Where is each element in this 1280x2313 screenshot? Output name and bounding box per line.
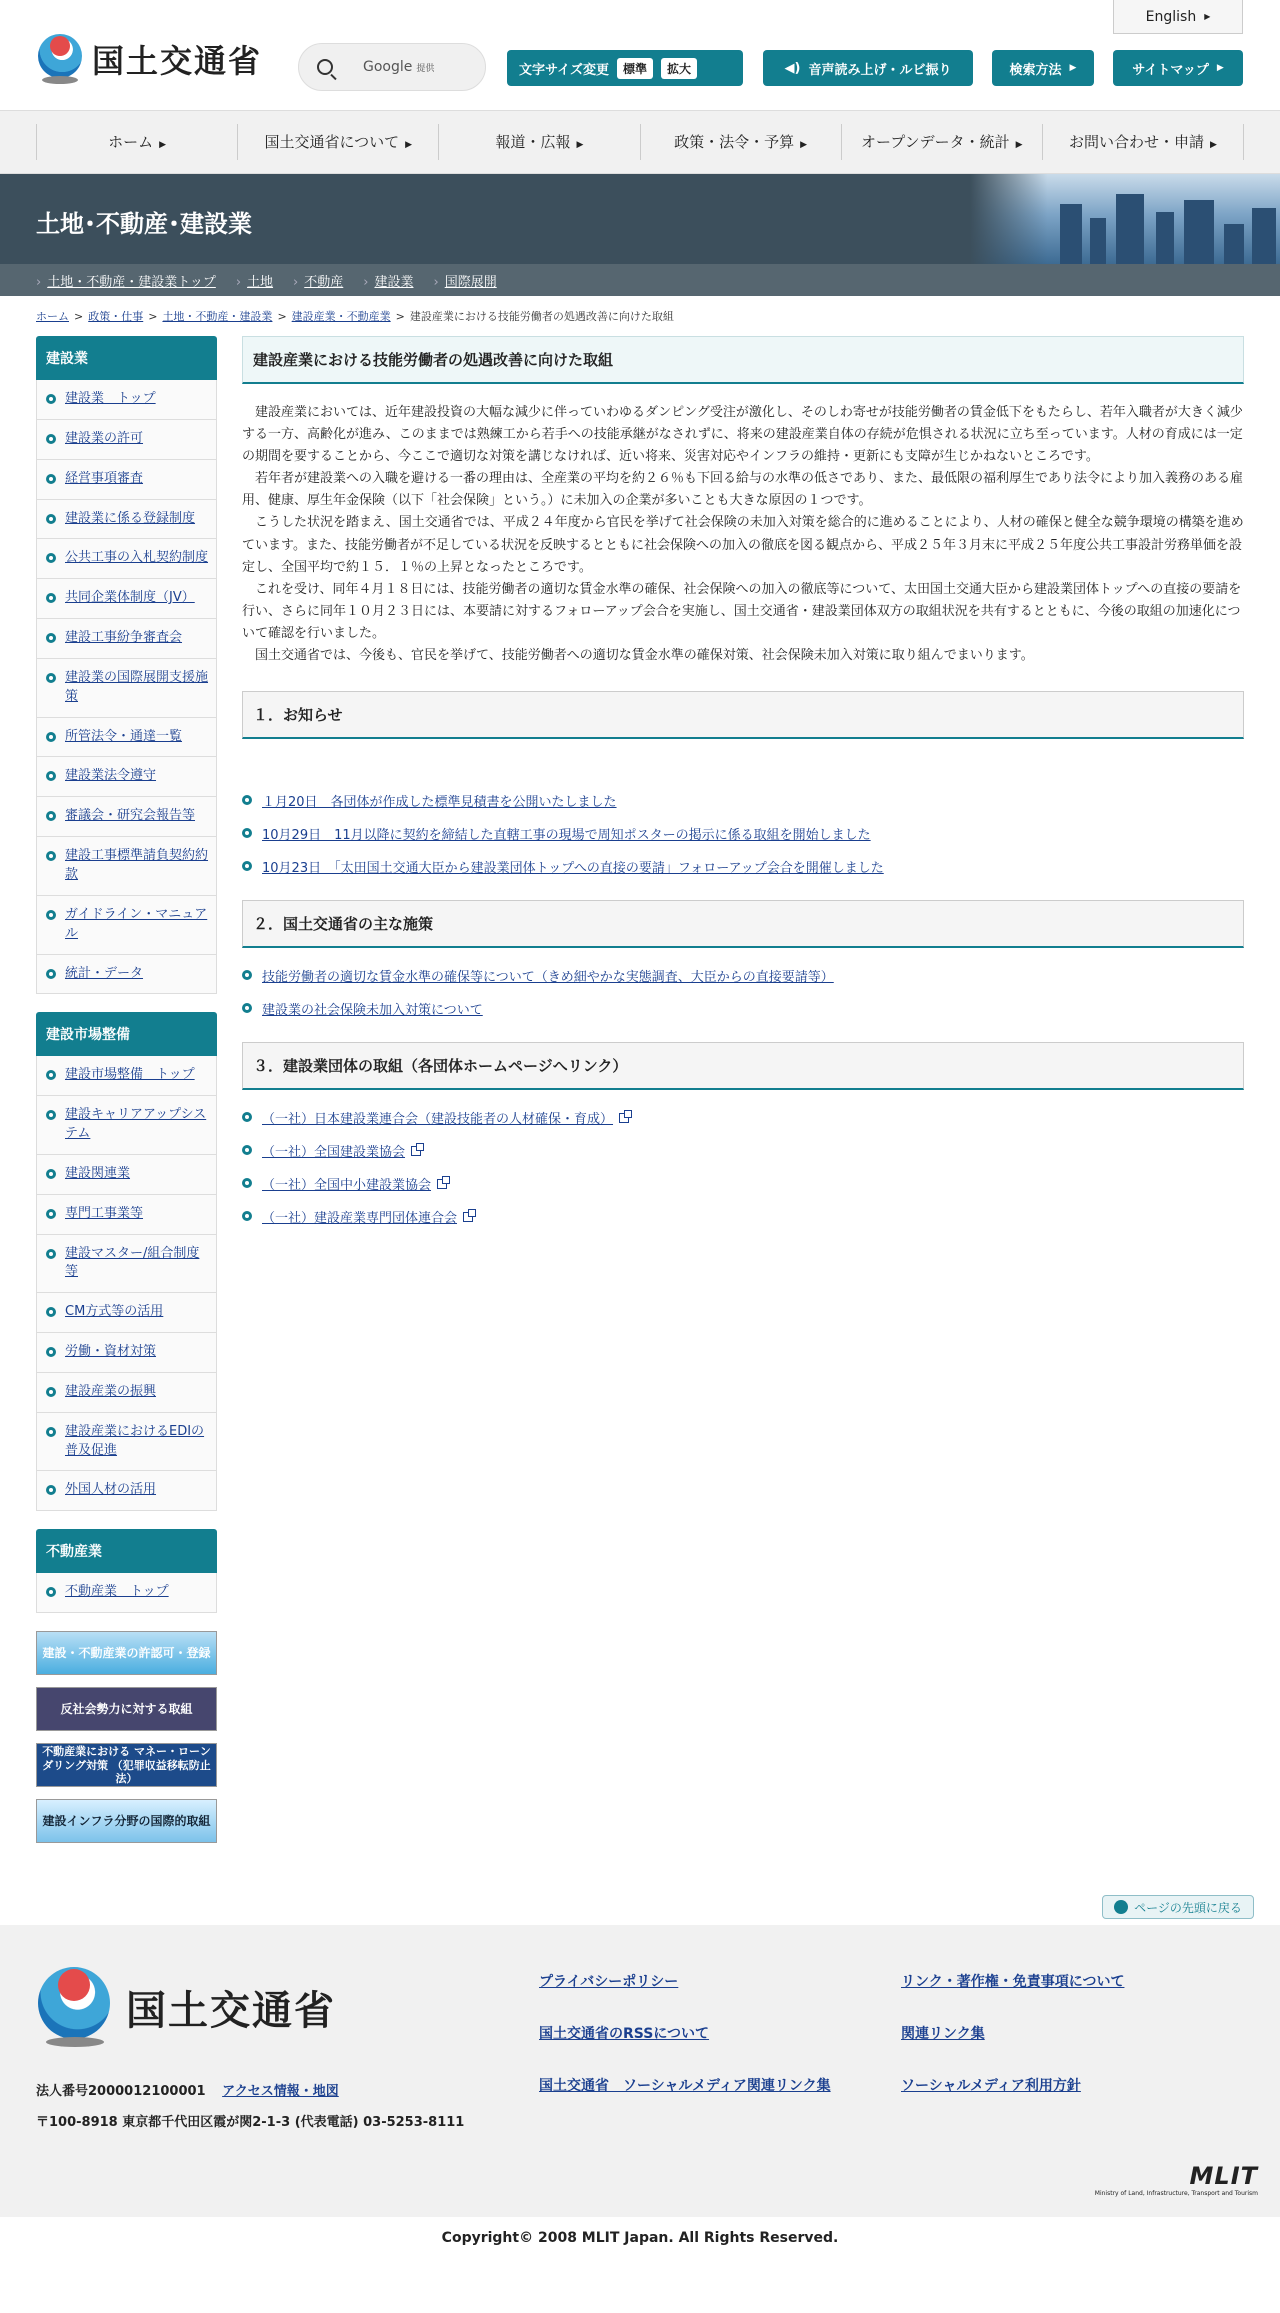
intro-paragraph: 建設産業においては、近年建設投資の大幅な減少に伴っていわゆるダンピング受注が激化し、そのしわ寄せが技能労働者の賃金低下をもたらし、若年入職者が大きく減少する一方、高齢化が進み、このままでは熟練工から若手への技能承継がなされずに、将来の建設産業自体の存続が危惧される状況に立ち至っています。人材の育成には一定の期間を要することから、今ここで適切な対策を講じなければ、近い将来、災害対応やインフラの維持・更新にも支障が生じかねないところです。 [242,405,1243,465]
english-label: English [1145,8,1197,25]
sidebar-link[interactable]: 建設業の許可 [65,430,144,446]
intro-paragraph: 若年者が建設業への入職を避ける一番の理由は、全産業の平均を約２６％も下回る給与の水準の低さであり、また、最低限の福利厚生であり法令により加入義務のある雇用、健康、厚生年金保険（以下「社会保険」という。）に未加入の企業が多いことも大きな原因の１つです。 [242,471,1244,509]
breadcrumb-current: 建設産業における技能労働者の処遇改善に向けた取組 [409,310,674,323]
breadcrumb-link[interactable]: 政策・仕事 [88,310,144,323]
sidebar-heading: 建設市場整備 [36,1012,217,1056]
news-link[interactable]: １月20日 各団体が作成した標準見積書を公開いたしました [262,795,617,811]
sidebar-link[interactable]: 労働・資材対策 [65,1344,157,1360]
list-item [242,966,1244,985]
triangle-right-icon: ▶ [1216,63,1224,73]
association-list [242,1108,1244,1226]
sidebar-link[interactable]: 建設マスター/組合制度等 [65,1245,200,1280]
nav-item-contact[interactable]: お問い合わせ・申請 ▶ [1043,124,1244,160]
sidebar-link[interactable]: 共同企業体制度（JV） [65,590,195,606]
external-link-icon [411,1146,421,1156]
page-top-label: ページの先頭に戻る [1134,1900,1242,1915]
font-size-label: 文字サイズ変更 [519,62,609,78]
sidebar-link[interactable]: 建設業の国際展開支援施策 [65,669,209,704]
list-item [242,1207,1244,1226]
speech-label: 音声読み上げ・ルビ振り [808,62,952,78]
search-icon[interactable] [317,59,333,75]
sidebar-banners [36,1631,217,1843]
mlit-text: MLIT [1189,2162,1258,2191]
nav-item-opendata[interactable]: オープンデータ・統計 ▶ [842,124,1043,160]
sidebar-list [36,1056,217,1511]
breadcrumb: ホーム > 政策・仕事 > 土地・不動産・建設業 > 建設産業・不動産業 > 建設産業における技能労働者の処遇改善に向けた取組 [36,310,674,323]
search-howto-button[interactable] [992,50,1094,86]
triangle-right-icon: ▶ [1069,63,1077,73]
banner-antisocial[interactable]: 反社会勢力に対する取組 [36,1687,217,1731]
sidebar-link[interactable]: 外国人材の活用 [65,1482,157,1498]
sidebar-link[interactable]: CM方式等の活用 [65,1304,164,1320]
sidebar-link[interactable]: 建設工事標準請負契約約款 [65,848,209,882]
triangle-right-icon: ▶ [576,140,584,150]
howto-label: 検索方法 [1009,62,1062,78]
breadcrumb-link[interactable]: ホーム [36,310,69,323]
sidebar-item [37,420,216,460]
font-size-large-button[interactable]: 拡大 [661,58,697,79]
list-item [242,791,1244,810]
nav-item-about[interactable]: 国土交通省について ▶ [238,124,439,160]
sidebar-link[interactable]: 建設業 トップ [65,391,156,406]
search-box[interactable] [298,43,486,91]
triangle-right-icon: ▶ [1015,140,1023,150]
sidebar-item [37,757,216,797]
banner-license[interactable]: 建設・不動産業の許認可・登録 [36,1631,217,1675]
news-list [242,791,1244,876]
sidebar-item [37,896,216,955]
triangle-right-icon: ▶ [1209,140,1217,150]
list-item [242,824,1244,843]
intro-paragraph: これを受け、同年４月１８日には、技能労働者の適切な賃金水準の確保、社会保険への加入の徹底等について、太田国土交通大臣から建設業団体トップへの直接の要請を行い、さらに同年１０月２３日には、本要請に対するフォローアップ会合を実施し、国土交通省・建設業団体双方の取組状況を共有するとともに、今後の取組の加速化について確認を行いました。 [242,581,1242,641]
sidebar-link[interactable]: 統計・データ [65,965,144,981]
mlit-wordmark [1095,2162,1258,2197]
section-heading-news: １．お知らせ [242,691,1244,739]
category-banner [0,174,1280,264]
external-link-icon [437,1179,447,1189]
sitemap-button[interactable] [1113,50,1243,86]
association-link[interactable]: （一社）日本建設業連合会（建設技能者の人材確保・育成） [262,1112,614,1128]
sidebar-item [37,955,216,994]
sidebar-item [37,380,216,420]
sidebar-item [37,1413,216,1472]
sidebar-item [37,500,216,540]
sidebar-item [37,718,216,758]
site-footer [0,1925,1280,2217]
triangle-right-icon: ▶ [405,140,413,150]
intro-text [242,402,1244,667]
section-heading-policies: ２．国土交通省の主な施策 [242,900,1244,948]
subnav-link-land[interactable]: › 土地 [236,271,273,290]
sidebar-link[interactable]: 建設産業の振興 [65,1383,157,1399]
intro-paragraph: こうした状況を踏まえ、国土交通省では、平成２４年度から官民を挙げて社会保険の未加入対策を総合的に進めることにより、人材の確保と健全な競争環境の構築を進めています。また、技能労働者が不足している状況を反映するとともに社会保険への加入の徹底を図る観点から、平成２５年３月末に平成２５年度公共工事設計労務単価を設定し、全国平均で約１５．１％の上昇となったところです。 [242,515,1244,575]
subnav-link-international[interactable]: › 国際展開 [433,271,496,290]
nav-item-home[interactable]: ホーム ▶ [36,124,238,160]
sidebar-link[interactable]: 建設業に係る登録制度 [65,510,196,526]
news-link[interactable]: 10月23日 「太田国土交通大臣から建設業団体トップへの直接の要請」フォローアップ会合を開催しました [262,861,884,877]
list-item [242,857,1244,876]
breadcrumb-link[interactable]: 土地・不動産・建設業 [162,310,273,323]
sidebar-item [37,837,216,896]
speaker-icon: ◀) [784,60,801,76]
sidebar-item [37,460,216,500]
sidebar-link[interactable]: 建設業法令遵守 [65,768,157,784]
main-content [242,336,1244,1855]
sidebar-heading: 不動産業 [36,1529,217,1573]
privacy-link[interactable]: プライバシーポリシー [539,1974,679,1991]
sidebar-link[interactable]: 所管法令・通達一覧 [65,728,183,744]
category-title: 土地･不動産･建設業 [36,210,252,238]
related-links-link[interactable]: 関連リンク集 [901,2026,985,2043]
sidebar-item [37,1471,216,1510]
sidebar-item [37,1096,216,1155]
sidebar-link[interactable]: ガイドライン・マニュアル [65,906,208,941]
page-top-button[interactable] [1102,1895,1254,1919]
triangle-right-icon: ▶ [159,140,167,150]
sidebar-item [37,659,216,718]
policy-link[interactable]: 建設業の社会保険未加入対策について [262,1003,483,1019]
sidebar-link[interactable]: 専門工事業等 [65,1205,144,1221]
sidebar-item [37,1195,216,1235]
corp-number-text: 法人番号2000012100001 [36,2084,206,2100]
sidebar [36,336,217,1855]
sidebar-item [37,1373,216,1413]
list-item [242,1174,1244,1193]
news-link[interactable]: 10月29日 11月以降に契約を締結した直轄工事の現場で周知ポスターの掲示に係る取組を開始しました [262,828,871,844]
sidebar-link[interactable]: 建設工事紛争審査会 [65,630,183,646]
breadcrumb-link[interactable]: 建設産業・不動産業 [291,310,391,323]
list-item [242,1141,1244,1160]
mlit-logo-icon [36,1965,112,2049]
page-title: 建設産業における技能労働者の処遇改善に向けた取組 [242,336,1244,384]
sidebar-link[interactable]: 審議会・研究会報告等 [65,808,196,824]
intro-paragraph: 国土交通省では、今後も、官民を挙げて、技能労働者への適切な賃金水準の確保対策、社会保険未加入対策に取り組んでまいります。 [255,648,1034,664]
sidebar-item [37,1155,216,1195]
speech-button[interactable] [763,50,973,86]
association-link[interactable]: （一社）全国中小建設業協会 [262,1178,432,1194]
rss-link[interactable]: 国土交通省のRSSについて [539,2026,710,2043]
policy-link[interactable]: 技能労働者の適切な賃金水準の確保等について（きめ細やかな実態調査、大臣からの直接要請等） [262,970,834,986]
sidebar-item [37,1293,216,1333]
sidebar-item [37,579,216,619]
footer-logo[interactable] [36,1965,336,2049]
category-subnav [0,264,1280,296]
city-photo [970,174,1280,264]
sidebar-item [37,619,216,659]
sidebar-item [37,1573,216,1612]
font-size-normal-button[interactable]: 標準 [617,58,653,79]
banner-money-laundering[interactable]: 不動産業における マネー・ローンダリング対策 （犯罪収益移転防止法） [36,1743,217,1787]
sidebar-heading: 建設業 [36,336,217,380]
association-link[interactable]: （一社）全国建設業協会 [262,1145,406,1161]
logo-text: 国土交通省 [92,42,263,80]
list-item [242,1108,1244,1127]
address: 〒100-8918 東京都千代田区霞が関2-1-3 (代表電話) 03-5253-8111 [36,2115,465,2131]
association-link[interactable]: （一社）建設産業専門団体連合会 [262,1211,458,1227]
sidebar-list [36,380,217,994]
mlit-logo-icon [36,32,84,86]
sidebar-item [37,539,216,579]
sidebar-list [36,1573,217,1613]
sidebar-link[interactable]: 経営事項審査 [65,470,144,486]
triangle-right-icon: ▶ [800,140,808,150]
social-links-link[interactable]: 国土交通省 ソーシャルメディア関連リンク集 [539,2078,831,2095]
list-item [242,999,1244,1018]
access-map-link[interactable]: アクセス情報・地図 [222,2084,339,2100]
sidebar-link[interactable]: 建設関連業 [65,1165,131,1181]
nav-item-policy[interactable]: 政策・法令・予算 ▶ [641,124,842,160]
nav-item-press[interactable]: 報道・広報 ▶ [439,124,640,160]
sidebar-item [37,1235,216,1294]
sidebar-item [37,1056,216,1096]
subnav-link-top[interactable]: › 土地・不動産・建設業トップ [36,271,216,290]
triangle-right-icon: ▶ [1204,12,1211,21]
search-placeholder: Google 提供 [363,59,435,75]
external-link-icon [463,1212,473,1222]
global-nav [0,110,1280,174]
sidebar-link[interactable]: 建設キャリアアップシステム [65,1107,207,1142]
arrow-up-icon [1114,1900,1128,1914]
section-heading-associations: ３．建設業団体の取組（各団体ホームページへリンク） [242,1042,1244,1090]
sidebar-link[interactable]: 建設産業におけるEDIの普及促進 [65,1423,205,1458]
footer-logo-text: 国土交通省 [126,1987,336,2034]
mlit-subtext: Ministry of Land, Infrastructure, Transport and Tourism [1094,2190,1258,2198]
sidebar-item [37,1333,216,1373]
social-policy-link[interactable]: ソーシャルメディア利用方針 [901,2078,1081,2095]
policy-list [242,966,1244,1018]
sidebar-link[interactable]: 建設市場整備 トップ [65,1067,195,1083]
sidebar-item [37,797,216,837]
english-button[interactable] [1113,0,1243,34]
subnav-link-realestate[interactable]: › 不動産 [293,271,343,290]
subnav-link-construction[interactable]: › 建設業 [363,271,413,290]
corporate-number [36,2080,339,2099]
copyright-link[interactable]: リンク・著作権・免責事項について [901,1974,1125,1991]
sidebar-link[interactable]: 公共工事の入札契約制度 [65,550,209,566]
site-logo[interactable] [36,32,262,86]
banner-international[interactable]: 建設インフラ分野の国際的取組 [36,1799,217,1843]
sidebar-link[interactable]: 不動産業 トップ [65,1584,169,1600]
font-size-control [507,50,743,86]
sitemap-label: サイトマップ [1132,62,1209,78]
copyright: Copyright© 2008 MLIT Japan. All Rights Reserved. [441,2230,839,2247]
pagetop-area [0,1855,1280,1915]
external-link-icon [619,1113,629,1123]
site-header [0,0,1280,110]
